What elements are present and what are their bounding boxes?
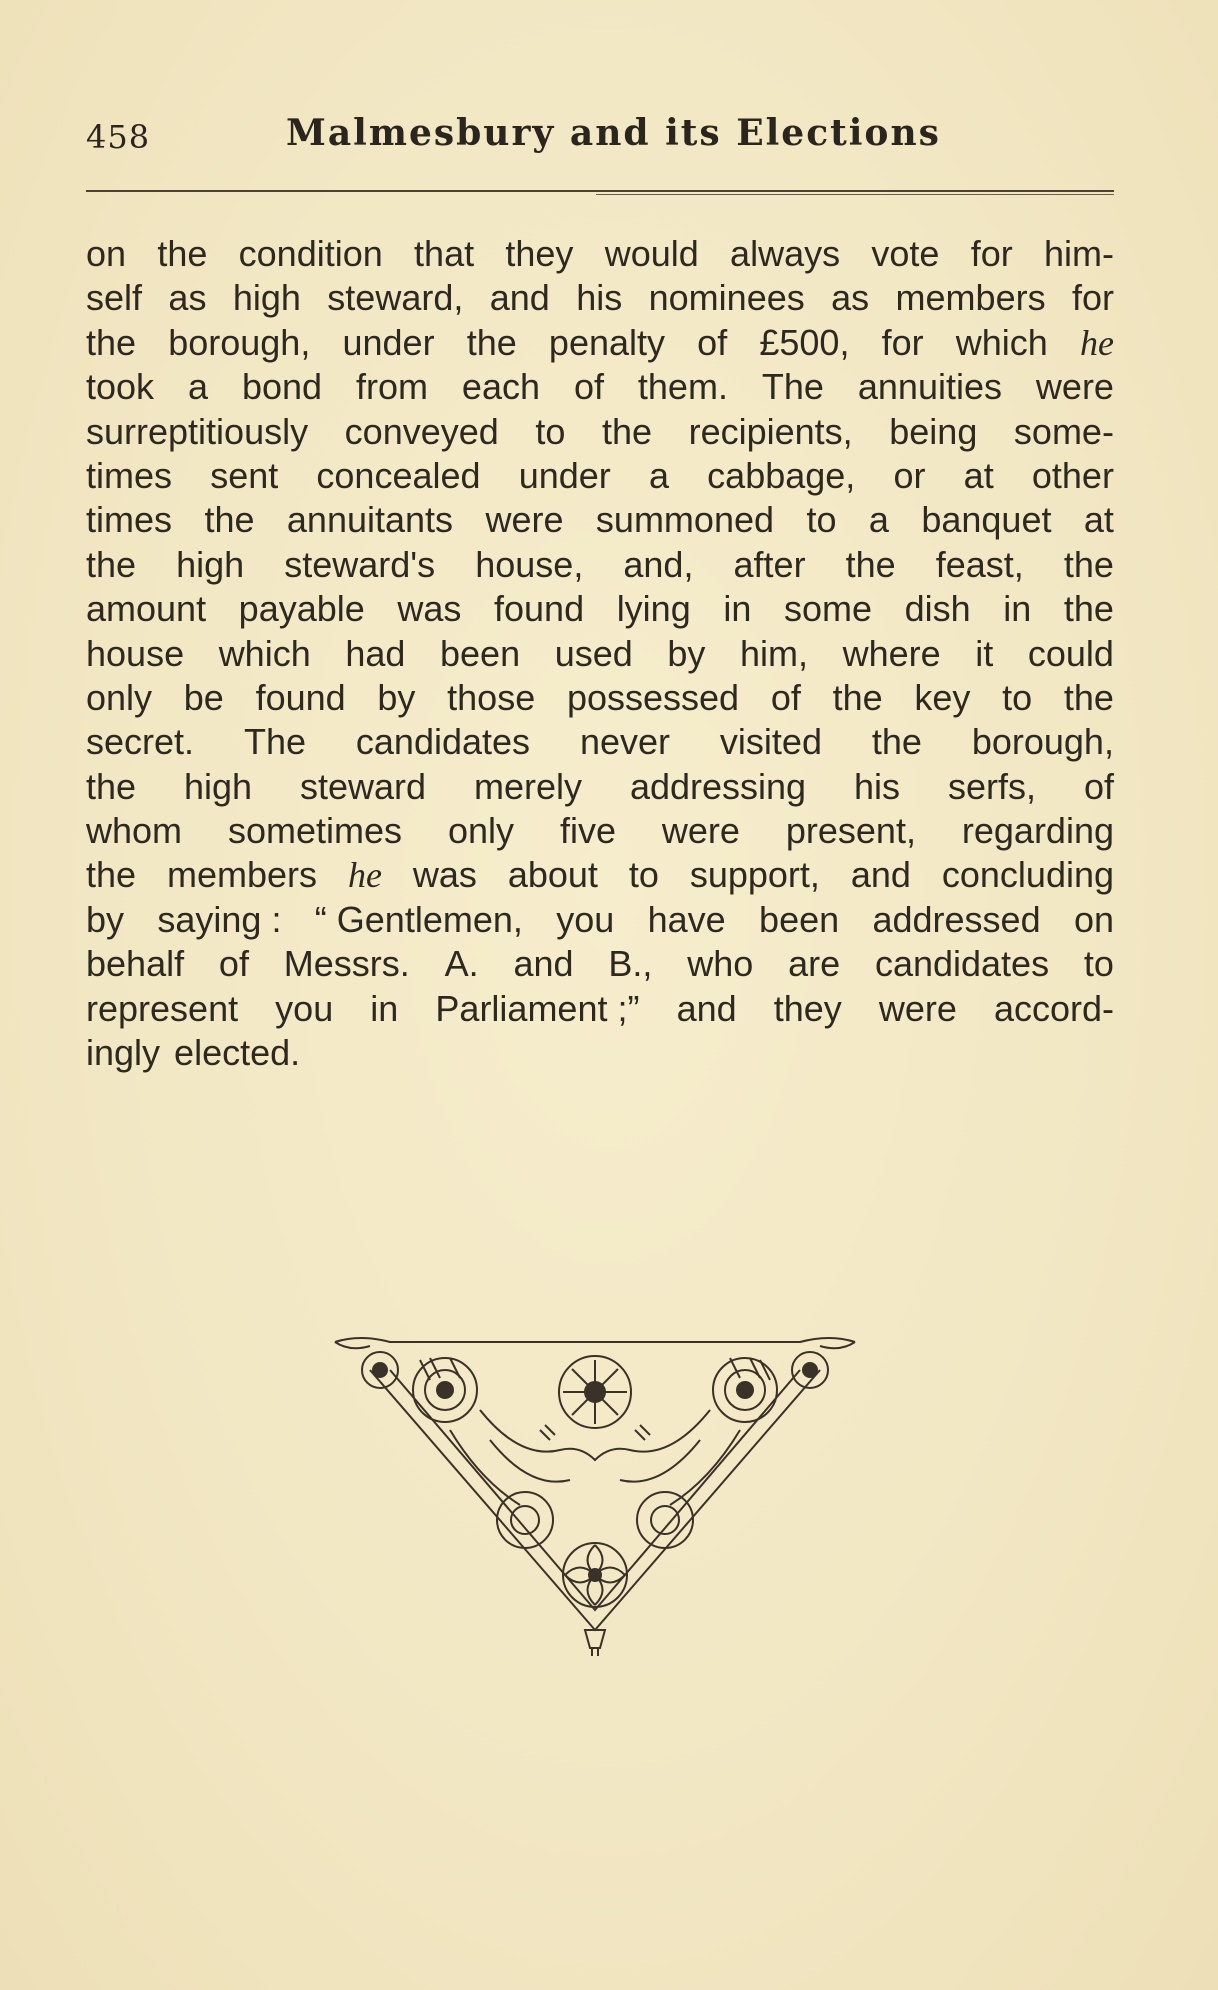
text-word: times: [86, 454, 173, 496]
text-line: [86, 454, 1114, 498]
text-word: some: [783, 588, 872, 630]
text-word: the: [1063, 543, 1114, 585]
text-word: saying :: [157, 898, 282, 940]
text-word: key: [914, 676, 971, 718]
text-word: after: [733, 543, 806, 585]
text-word: bond: [241, 366, 323, 408]
text-word: concealed: [316, 454, 481, 496]
text-line: [86, 809, 1114, 853]
text-word: steward's: [284, 543, 436, 585]
text-word: penalty: [548, 321, 666, 363]
text-word: ingly: [86, 1032, 161, 1074]
text-word: to: [1083, 943, 1114, 985]
text-word: which: [218, 632, 311, 674]
text-word: condition: [238, 233, 383, 274]
text-line: [86, 632, 1114, 676]
text-word: lying: [616, 588, 691, 630]
text-word: at: [1083, 499, 1114, 541]
text-word: be: [183, 676, 224, 718]
text-word: been: [440, 632, 521, 674]
text-line: [86, 765, 1114, 809]
text-word: used: [554, 632, 633, 674]
text-word: where: [842, 632, 941, 674]
text-word: on: [86, 233, 127, 274]
text-word: the: [157, 233, 208, 274]
text-word: Parliament ;”: [435, 987, 640, 1029]
text-word: was: [397, 588, 462, 630]
text-word: concluding: [941, 854, 1114, 896]
text-word: and: [676, 987, 737, 1029]
text-word: a: [868, 499, 889, 541]
text-word: those: [447, 676, 536, 718]
text-word: on: [1073, 898, 1114, 940]
text-word: to: [628, 854, 659, 896]
running-title: Malmesbury and its Elections: [286, 112, 941, 154]
text-word: of: [697, 321, 728, 363]
text-word: in: [370, 987, 399, 1029]
text-word: members: [895, 277, 1046, 319]
text-word: vote: [871, 233, 940, 274]
text-word: were: [661, 810, 740, 852]
text-word: being: [889, 410, 978, 452]
text-word: for: [881, 321, 924, 363]
text-word: cabbage,: [707, 454, 856, 496]
text-word: the: [204, 499, 255, 541]
text-word: candidates: [874, 943, 1050, 985]
text-word: you: [556, 898, 615, 940]
text-word: members: [166, 854, 318, 896]
text-line: [86, 365, 1114, 409]
text-word: the: [86, 765, 137, 807]
text-word: he: [1079, 322, 1114, 363]
text-word: annuities: [857, 366, 1002, 408]
text-word: behalf: [86, 943, 185, 985]
text-word: each: [461, 366, 540, 408]
text-word: a: [187, 366, 209, 408]
text-word: regarding: [961, 810, 1114, 852]
text-word: borough,: [971, 721, 1114, 763]
text-word: high: [183, 765, 253, 807]
text-word: whom: [86, 810, 183, 852]
text-word: Messrs.: [283, 943, 410, 985]
text-word: represent: [86, 987, 239, 1029]
text-word: of: [770, 676, 801, 718]
text-word: steward,: [327, 277, 464, 319]
text-word: times: [86, 499, 173, 541]
text-word: they: [505, 233, 574, 274]
text-word: by: [667, 632, 706, 674]
text-word: secret.: [86, 721, 195, 763]
body-paragraph: [86, 232, 1114, 1075]
text-word: under: [518, 454, 611, 496]
text-word: always: [730, 233, 841, 274]
text-word: only: [447, 810, 514, 852]
text-word: to: [535, 410, 566, 452]
text-word: of: [218, 943, 249, 985]
text-word: merely: [473, 765, 583, 807]
text-line: [86, 587, 1114, 631]
text-word: The: [243, 721, 306, 763]
text-word: them.: [637, 366, 728, 408]
text-word: only: [86, 676, 153, 718]
text-word: of: [1083, 765, 1114, 807]
text-word: the: [466, 321, 517, 363]
text-line: [86, 987, 1114, 1031]
text-word: to: [1002, 676, 1033, 718]
text-word: the: [1063, 588, 1114, 630]
text-word: his: [576, 277, 623, 319]
text-line: [86, 232, 1114, 276]
text-word: a: [648, 454, 669, 496]
text-word: five: [559, 810, 616, 852]
text-word: in: [1003, 588, 1032, 630]
text-word: the: [871, 721, 922, 763]
text-word: the: [1063, 676, 1114, 718]
text-word: sometimes: [227, 810, 403, 852]
page-header: [86, 112, 1114, 172]
text-word: found: [255, 676, 346, 718]
text-word: who: [687, 943, 754, 985]
text-word: visited: [719, 721, 822, 763]
text-word: you: [275, 987, 334, 1029]
page-number: 458: [86, 118, 151, 156]
text-word: the: [86, 854, 137, 896]
text-word: was: [412, 854, 477, 896]
text-word: the: [845, 543, 896, 585]
text-line: [86, 676, 1114, 720]
text-word: could: [1027, 632, 1114, 674]
text-word: him-: [1044, 233, 1114, 274]
text-word: payable: [238, 588, 365, 630]
text-word: have: [647, 898, 726, 940]
text-line: [86, 720, 1114, 764]
text-word: and,: [623, 543, 694, 585]
text-word: B.,: [608, 943, 653, 985]
text-word: steward: [299, 765, 427, 807]
text-word: house,: [475, 543, 584, 585]
text-word: serfs,: [947, 765, 1036, 807]
text-word: feast,: [935, 543, 1024, 585]
text-word: they: [773, 987, 842, 1029]
text-word: of: [573, 366, 604, 408]
text-word: surreptitiously: [86, 410, 309, 452]
text-word: amount: [86, 588, 207, 630]
text-word: are: [788, 943, 841, 985]
text-word: in: [723, 588, 752, 630]
text-word: been: [759, 898, 840, 940]
text-word: high: [176, 543, 245, 585]
text-word: borough,: [168, 321, 311, 363]
text-word: were: [1035, 366, 1114, 408]
text-word: banquet: [921, 499, 1052, 541]
text-word: which: [955, 321, 1048, 363]
text-word: about: [507, 854, 598, 896]
text-line: [86, 276, 1114, 320]
text-word: under: [342, 321, 435, 363]
text-line: [86, 410, 1114, 454]
text-word: dish: [904, 588, 971, 630]
text-word: accord-: [993, 987, 1114, 1029]
text-word: A.: [444, 943, 479, 985]
ornamental-tailpiece-icon: [330, 1330, 860, 1660]
text-word: by: [86, 898, 125, 940]
text-word: elected.: [174, 1032, 301, 1074]
text-word: as: [168, 277, 207, 319]
text-word: high: [232, 277, 301, 319]
text-word: nominees: [648, 277, 805, 319]
text-word: and: [850, 854, 911, 896]
text-word: from: [355, 366, 428, 408]
text-word: had: [345, 632, 406, 674]
text-word: the: [86, 321, 137, 363]
text-word: by: [377, 676, 416, 718]
text-word: he: [347, 855, 382, 896]
text-word: present,: [785, 810, 916, 852]
text-word: sent: [210, 454, 279, 496]
text-word: house: [86, 632, 185, 674]
text-word: addressed: [872, 898, 1041, 940]
text-word: were: [485, 499, 564, 541]
text-word: the: [86, 543, 137, 585]
text-word: “ Gentlemen,: [314, 898, 523, 940]
text-word: that: [414, 233, 475, 274]
text-word: or: [893, 454, 926, 496]
header-rule-thin: [596, 194, 1114, 195]
text-word: and: [513, 943, 574, 985]
text-line: [86, 898, 1114, 942]
text-word: the: [601, 410, 653, 452]
text-word: were: [878, 987, 957, 1029]
header-rule: [86, 190, 1114, 192]
text-word: found: [494, 588, 585, 630]
text-word: annuitants: [286, 499, 454, 541]
text-line: [86, 942, 1114, 986]
text-word: other: [1031, 454, 1114, 496]
text-word: it: [975, 632, 994, 674]
text-word: would: [604, 233, 699, 274]
text-word: self: [86, 277, 143, 319]
text-word: addressing: [629, 765, 807, 807]
text-line: [86, 498, 1114, 542]
text-word: took: [86, 366, 155, 408]
text-word: for: [1071, 277, 1114, 319]
text-line: [86, 853, 1114, 897]
text-line: [86, 543, 1114, 587]
text-word: some-: [1013, 410, 1114, 452]
text-word: his: [854, 765, 901, 807]
text-word: summoned: [595, 499, 775, 541]
text-word: £500,: [759, 321, 850, 363]
text-word: candidates: [355, 721, 531, 763]
text-word: support,: [689, 854, 820, 896]
text-word: him,: [739, 632, 808, 674]
text-word: for: [970, 233, 1013, 274]
text-word: at: [963, 454, 994, 496]
text-line: [86, 321, 1114, 365]
text-word: recipients,: [688, 410, 853, 452]
text-word: to: [806, 499, 837, 541]
text-word: never: [579, 721, 671, 763]
text-line: [86, 1031, 1114, 1075]
text-word: possessed: [566, 676, 740, 718]
text-word: as: [831, 277, 870, 319]
text-word: The: [761, 366, 824, 408]
text-word: and: [489, 277, 550, 319]
text-word: conveyed: [344, 410, 499, 452]
text-word: the: [832, 676, 883, 718]
